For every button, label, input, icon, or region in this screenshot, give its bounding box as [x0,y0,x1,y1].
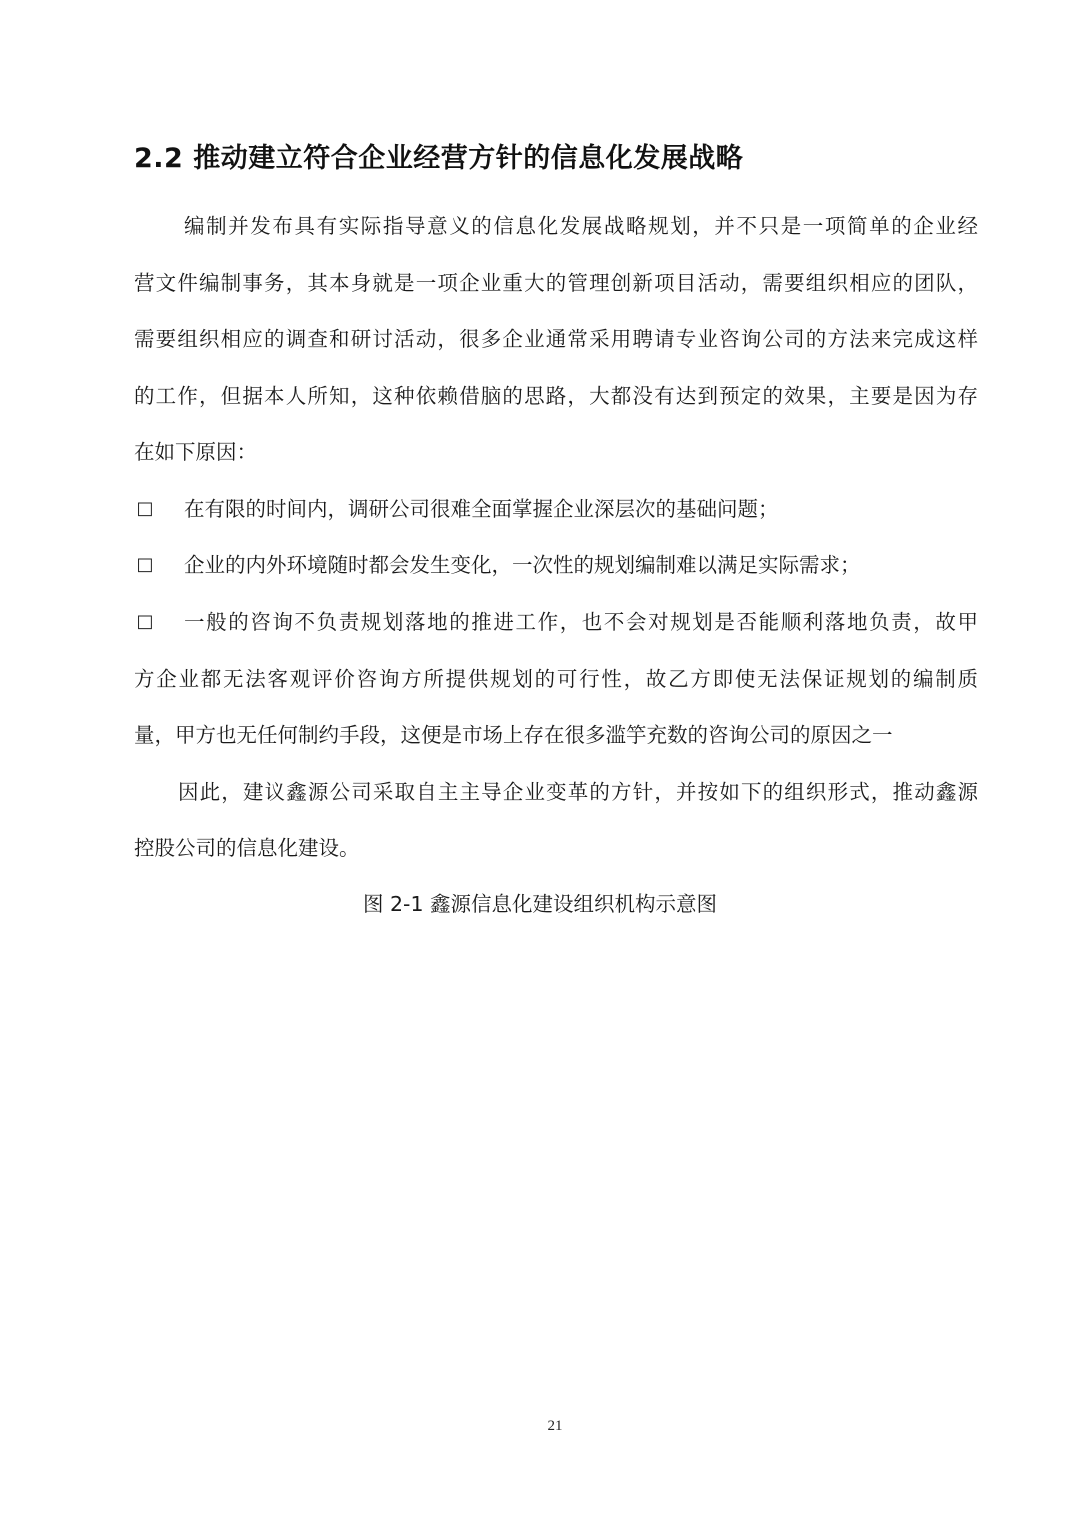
bullet-text: 企业的内外环境随时都会发生变化，一次性的规划编制难以满足实际需求； [184,553,861,577]
bullet-text-continuation: 量，甲方也无任何制约手段，这便是市场上存在很多滥竽充数的咨询公司的原因之一 [134,723,893,747]
checkbox-bullet-icon: □ [136,554,154,575]
figure-caption: 图 2-1 鑫源信息化建设组织机构示意图 [362,892,717,916]
page-number: 21 [547,1418,563,1434]
checkbox-bullet-icon: □ [136,611,154,632]
bullet-text: 一般的咨询不负责规划落地的推进工作，也不会对规划是否能顺利落地负责，故甲 [184,610,978,634]
bullet-text: 在有限的时间内，调研公司很难全面掌握企业深层次的基础问题； [184,497,779,521]
checkbox-bullet-icon: □ [136,498,154,519]
paragraph-line: 控股公司的信息化建设。 [134,836,360,860]
paragraph-line: 的工作，但据本人所知，这种依赖借脑的思路，大都没有达到预定的效果，主要是因为存 [134,384,978,408]
section-heading: 2.2 推动建立符合企业经营方针的信息化发展战略 [134,143,744,174]
bullet-text-continuation: 方企业都无法客观评价咨询方所提供规划的可行性，故乙方即使无法保证规划的编制质 [134,667,978,691]
paragraph-line: 需要组织相应的调查和研讨活动，很多企业通常采用聘请专业咨询公司的方法来完成这样 [134,327,978,351]
paragraph-line: 在如下原因： [134,440,257,464]
paragraph-line: 编制并发布具有实际指导意义的信息化发展战略规划，并不只是一项简单的企业经 [184,214,978,238]
paragraph-line: 营文件编制事务，其本身就是一项企业重大的管理创新项目活动，需要组织相应的团队， [134,271,978,295]
paragraph-line: 因此，建议鑫源公司采取自主主导企业变革的方针，并按如下的组织形式，推动鑫源 [178,780,978,804]
